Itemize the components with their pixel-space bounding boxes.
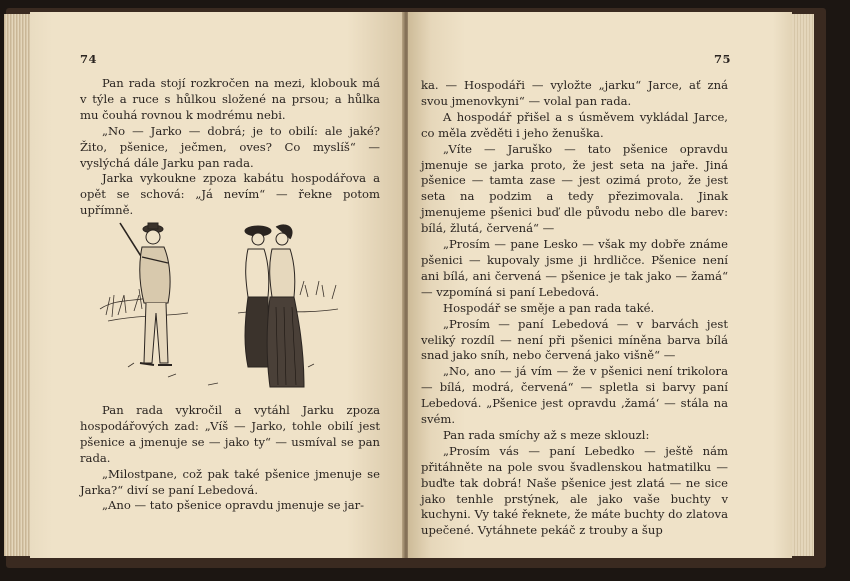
right-page-text <box>421 78 728 539</box>
paragraph: Pan rada smíchy až s meze sklouzl: <box>443 427 650 442</box>
paragraph: ka. — Hospodáři — vyložte „jarku“ Jarce, ať zná svou jmenovkyni“ — volal pan rada. <box>421 78 728 108</box>
page-number-right: 75 <box>714 52 732 66</box>
paragraph: „No, ano — já vím — že v pšenici není trikolora — bílá, modrá, červená“ — spletla si barvy paní Lebedová. „Pšenice jest opravdu ‚žamá‘ — stála na svém. <box>421 364 728 427</box>
paragraph: „Prosím — pane Lesko — však my dobře známe pšenici — kupovaly jsme ji hrdličce. Pšenice není ani bílá, ani červená — pšenice je tak jako — žamá“ — vzpomíná si paní Lebedová. <box>421 237 728 299</box>
left-page <box>30 12 403 558</box>
paragraph: A hospodář přišel a s úsměvem vykládal Jarce, co měla zvěděti i jeho ženuška. <box>421 109 728 140</box>
paragraph: Pan rada stojí rozkročen na mezi, klobouk má v týle a ruce s hůlkou složené na prsou; a hůlka mu čouhá rovnou k modrému nebi. <box>80 76 380 122</box>
paragraph: „No — Jarko — dobrá; je to obilí: ale jaké? Žito, pšenice, ječmen, oves? Co myslíš“ — vyslýchá dále Jarku pan rada. <box>80 123 380 170</box>
left-page-text-bottom <box>80 403 380 514</box>
paragraph: „Víte — Jaruško — tato pšenice opravdu jmenuje se jarka proto, že jest seta na jaře. Jiná pšenice — tamta zase — jest ozimá proto, že jest seta na podzim a tedy přezimovala. Jinak jmenujeme pšenici buď dle původu nebo dle barev: bílá, žlutá, červená“ — <box>421 141 728 236</box>
paragraph: „Ano — tato pšenice opravdu jmenuje se jar- <box>102 498 365 513</box>
paragraph: Jarka vykoukne zpoza kabátu hospodářova a opět se schová: „Já nevím“ — řekne potom upřímně. <box>80 171 380 218</box>
left-page-text-top <box>80 76 380 219</box>
paragraph: „Prosím — paní Lebedová — v barvách jest veliký rozdíl — není při pšenici míněna barva bílá snad jako sníh, nebo červená jako višně“ — <box>421 316 728 363</box>
page-number-left: 74 <box>80 52 98 66</box>
page-edges-left <box>4 14 30 556</box>
paragraph: „Milostpane, což pak také pšenice jmenuje se Jarka?“ diví se paní Lebedová. <box>80 466 380 497</box>
paragraph: Pan rada vykročil a vytáhl Jarku zpoza hospodářových zad: „Víš — Jarko, tohle obilí jest pšenice a jmenuje se — jako ty“ — usmíval se pan rada. <box>80 403 380 465</box>
right-page <box>408 12 792 558</box>
paragraph: Hospodář se směje a pan rada také. <box>443 300 655 315</box>
figures-in-field-illustration <box>98 217 358 399</box>
page-edges-right <box>792 14 814 556</box>
paragraph: „Prosím vás — paní Lebedko — ještě nám přitáhněte na pole svou švadlenskou hatmatilku — buďte tak dobrá! Naše pšenice jest zlatá — ne sice jako tenhle prstýnek, ale jako vaše buchty v kuchyni. Vy také řeknete, že máte buchty do zlatova upečené. Vytáhnete pekáč z trouby a šup <box>421 443 728 538</box>
